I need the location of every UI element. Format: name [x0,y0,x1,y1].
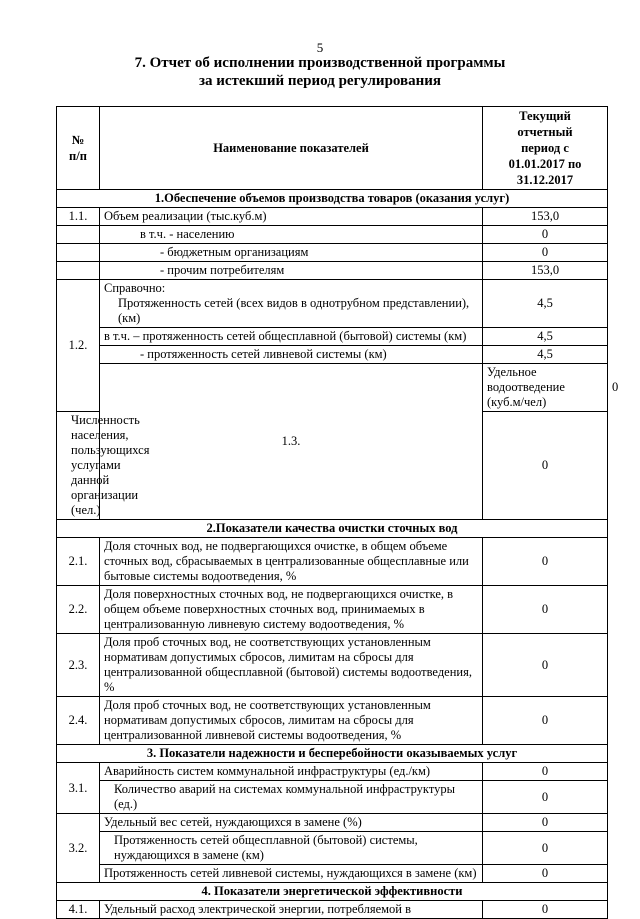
row-value: 0 [483,538,608,586]
title-line-1: 7. Отчет об исполнении производственной программы [134,55,506,71]
row-value: 0 [483,244,608,262]
row-value: 0 [483,634,608,697]
table-row [57,226,608,244]
row-number: 2.2. [57,586,100,634]
header-period-line: Текущий [519,109,571,123]
header-period-line: период с [521,141,569,155]
page-number: 5 [316,40,324,55]
row-number: 4.1. [57,901,100,919]
table-row [57,244,608,262]
report-table [56,106,619,919]
table-row: 1.3. Удельное водоотведение (куб.м/чел) 0 [57,364,608,412]
table-row [57,262,608,280]
section-row [57,883,608,901]
row-name: - бюджетным организациям [100,244,483,262]
row-value: 0 [483,763,608,781]
row-value: 153,0 [483,208,608,226]
header-period-line: 31.12.2017 [516,173,574,187]
row-name: Доля поверхностных сточных вод, не подвергающихся очистке, в общем объеме поверхностных сточных вод, принимаемых в централизованную ливневую систему водоотведения, % [100,586,483,634]
section-title: 4. Показатели энергетической эффективности [57,883,608,901]
table-row [57,697,608,745]
row-value: 4,5 [483,346,608,364]
row-number: 3.2. [57,814,100,883]
section-title: 2.Показатели качества очистки сточных вод [57,520,608,538]
section-row [57,520,608,538]
row-number: 1.2. [57,280,100,412]
row-number: 1.3. [100,364,483,520]
header-period [483,107,608,190]
table-row [57,781,608,814]
section-title: 1.Обеспечение объемов производства товаров (оказания услуг) [57,190,608,208]
table-row [57,901,608,919]
row-number: 3.1. [57,763,100,814]
section-title: 3. Показатели надежности и бесперебойности оказываемых услуг [57,745,608,763]
table-row [57,865,608,883]
row-name: - прочим потребителям [100,262,483,280]
table-row [57,208,608,226]
row-value: 0 [483,226,608,244]
header-number-line1: № [71,133,85,147]
row-value: 0 [483,865,608,883]
row-name: Доля сточных вод, не подвергающихся очистке, в общем объеме сточных вод, сбрасываемых в централизованные общесплавные или бытовые системы водоотведения, % [100,538,483,586]
row-name: Удельный расход электрической энергии, потребляемой в [100,901,483,919]
table-row [57,538,608,586]
header-number [57,107,100,190]
header-number-line2: п/п [69,149,87,163]
table-row [57,280,608,328]
row-value: 0 [483,586,608,634]
row-number [57,244,100,262]
row-name: Протяженность сетей ливневой системы, нуждающихся в замене (км) [100,865,483,883]
row-value: 153,0 [483,262,608,280]
row-value: 0 [483,412,608,520]
header-name: Наименование показателей [100,107,483,190]
row-name: Численность населения, пользующихся услугами данной организации (чел.) [57,412,100,520]
row-name: - протяженность сетей ливневой системы (км) [100,346,483,364]
table-row [57,634,608,697]
row-name: Удельное водоотведение (куб.м/чел) [483,364,608,412]
row-value: 0 [483,901,608,919]
table-row [57,814,608,832]
row-value: 0 [483,781,608,814]
row-number [57,226,100,244]
section-row [57,745,608,763]
header-period-line: отчетный [517,125,573,139]
row-name: Удельный вес сетей, нуждающихся в замене (%) [100,814,483,832]
row-value: 0 [483,814,608,832]
row-number: 1.1. [57,208,100,226]
row-name-detail: Протяженность сетей (всех видов в однотрубном представлении), (км) [118,296,470,325]
table-header-row [57,107,608,190]
row-name: Протяженность сетей общесплавной (бытовой) системы, нуждающихся в замене (км) [100,832,483,865]
section-row [57,190,608,208]
row-value: 0 [483,697,608,745]
row-name: Количество аварий на системах коммунальной инфраструктуры (ед.) [100,781,483,814]
row-number: 2.3. [57,634,100,697]
table-row [57,832,608,865]
page-title [0,54,640,90]
row-number: 2.4. [57,697,100,745]
row-name: в т.ч. - населению [100,226,483,244]
row-value: 4,5 [483,280,608,328]
row-name [100,280,483,328]
row-number [57,262,100,280]
row-name: Доля проб сточных вод, не соответствующих установленным нормативам допустимых сбросов, лимитам на сбросы для централизованной общесплавной (бытовой) системы водоотведения, % [100,634,483,697]
table-row [57,328,608,346]
header-period-line: 01.01.2017 по [508,157,582,171]
row-value: 4,5 [483,328,608,346]
table-row [57,586,608,634]
table-row [57,763,608,781]
row-name: Аварийность систем коммунальной инфраструктуры (ед./км) [100,763,483,781]
title-line-2: за истекший период регулирования [198,73,442,89]
row-number: 2.1. [57,538,100,586]
row-name: Доля проб сточных вод, не соответствующих установленным нормативам допустимых сбросов, лимитам на сбросы для централизованной ливневой системы водоотведения, % [100,697,483,745]
row-name: в т.ч. – протяженность сетей общесплавной (бытовой) системы (км) [100,328,483,346]
row-value: 0 [483,832,608,865]
row-name: Объем реализации (тыс.куб.м) [100,208,483,226]
table-row [57,346,608,364]
row-name-heading: Справочно: [104,281,166,295]
